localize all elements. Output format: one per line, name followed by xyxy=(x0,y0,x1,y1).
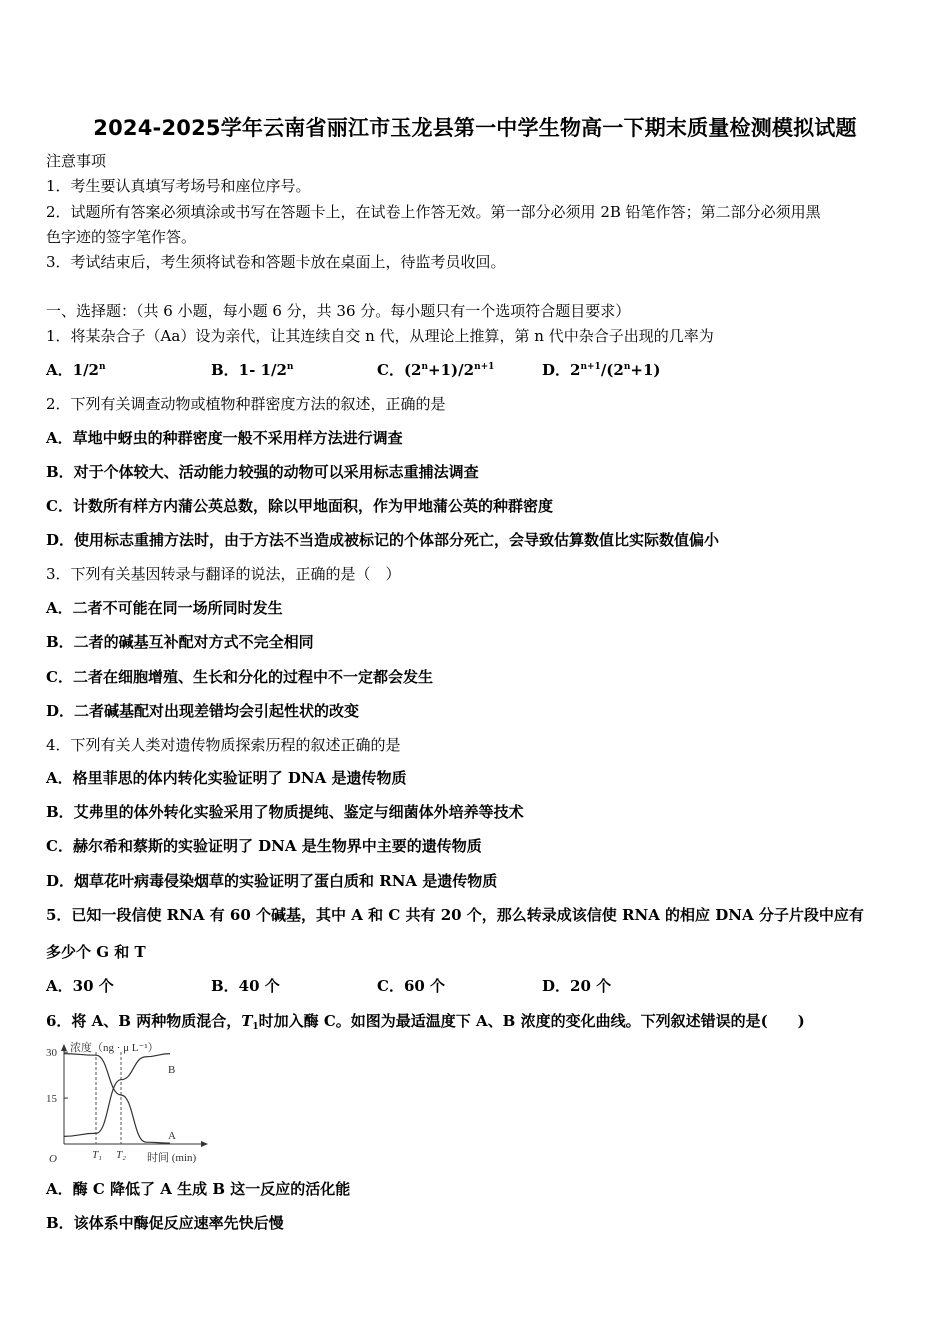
q2-option-d: D．使用标志重捕方法时，由于方法不当造成被标记的个体部分死亡，会导致估算数值比实际数值偏小 xyxy=(46,531,720,549)
q2-option-b: B．对于个体较大、活动能力较强的动物可以采用标志重捕法调查 xyxy=(46,463,479,481)
question-5-stem-cont: 多少个 G 和 T xyxy=(46,943,146,961)
series-a-label: A xyxy=(168,1130,176,1142)
question-2-stem: 2．下列有关调查动物或植物种群密度方法的叙述，正确的是 xyxy=(46,395,446,413)
y-tick-label-30: 30 xyxy=(46,1047,57,1060)
q5-option-d: D．20 个 xyxy=(542,977,612,995)
q6-option-b: B．该体系中酶促反应速率先快后慢 xyxy=(46,1214,284,1232)
y-axis-arrow xyxy=(61,1044,67,1051)
q6-option-a: A．酶 C 降低了 A 生成 B 这一反应的活化能 xyxy=(46,1180,351,1198)
q3-option-d: D．二者碱基配对出现差错均会引起性状的改变 xyxy=(46,702,360,720)
q1-option-a: A．1/2$^n$ xyxy=(46,361,106,379)
question-3-stem: 3．下列有关基因转录与翻译的说法，正确的是（ ） xyxy=(46,565,401,583)
question-1-stem: 1．将某杂合子（Aa）设为亲代，让其连续自交 n 代，从理论上推算，第 n 代中杂合子出现的几率为 xyxy=(46,327,714,345)
series-b-line xyxy=(64,1054,170,1137)
question-5-stem: 5．已知一段信使 RNA 有 60 个碱基，其中 A 和 C 共有 20 个，那么转录成该信使 RNA 的相应 DNA 分子片段中应有 xyxy=(46,906,864,924)
q3-option-b: B．二者的碱基互补配对方式不完全相同 xyxy=(46,633,314,651)
notice-heading: 注意事项 xyxy=(46,152,107,170)
notice-item-3: 3．考试结束后，考生须将试卷和答题卡放在桌面上，待监考员收回。 xyxy=(46,253,506,271)
q4-option-b: B．艾弗里的体外转化实验采用了物质提纯、鉴定与细菌体外培养等技术 xyxy=(46,803,524,821)
origin-label: O xyxy=(49,1153,57,1165)
q2-option-c: C．计数所有样方内蒲公英总数，除以甲地面积，作为甲地蒲公英的种群密度 xyxy=(46,497,553,515)
q1-option-c: C．$(2^n+1)/2^{n+1}$ xyxy=(377,361,495,379)
question-6-stem: 6．将 A、B 两种物质混合，$T_1$时加入酶 C。如图为最适温度下 A、B 浓度的变化曲线。下列叙述错误的是( ) xyxy=(46,1012,805,1032)
y-tick-label-15: 15 xyxy=(46,1093,57,1106)
x-axis-arrow xyxy=(201,1141,208,1147)
x-tick-label-t1: T₁ xyxy=(92,1149,102,1161)
question-4-stem: 4．下列有关人类对遗传物质探索历程的叙述正确的是 xyxy=(46,736,401,754)
q4-option-a: A．格里菲思的体内转化实验证明了 DNA 是遗传物质 xyxy=(46,769,407,787)
q5-option-b: B．40 个 xyxy=(211,977,280,995)
x-tick-label-t2: T₂ xyxy=(116,1149,126,1161)
q5-option-a: A．30 个 xyxy=(46,977,114,995)
page-title: 2024-2025学年云南省丽江市玉龙县第一中学生物高一下期末质量检测模拟试题 xyxy=(93,116,857,140)
q1-option-d: D．$2^{n+1}/(2^n+1)$ xyxy=(542,361,661,379)
section-heading: 一、选择题：（共 6 小题，每小题 6 分，共 36 分。每小题只有一个选项符合题目要求） xyxy=(46,302,631,320)
notice-item-2: 2．试题所有答案必须填涂或书写在答题卡上，在试卷上作答无效。第一部分必须用 2B 铅笔作答；第二部分必须用黑 xyxy=(46,203,821,221)
q3-option-c: C．二者在细胞增殖、生长和分化的过程中不一定都会发生 xyxy=(46,668,433,686)
series-b-label: B xyxy=(168,1064,176,1076)
concentration-chart xyxy=(40,1038,215,1168)
q3-option-a: A．二者不可能在同一场所同时发生 xyxy=(46,599,283,617)
series-a-line xyxy=(64,1054,170,1143)
q4-option-d: D．烟草花叶病毒侵染烟草的实验证明了蛋白质和 RNA 是遗传物质 xyxy=(46,872,498,890)
notice-item-2-cont: 色字迹的签字笔作答。 xyxy=(46,228,197,246)
y-axis-label: 浓度（ng · μ L⁻¹） xyxy=(70,1042,159,1054)
notice-item-1: 1．考生要认真填写考场号和座位序号。 xyxy=(46,177,311,195)
q5-option-c: C．60 个 xyxy=(377,977,446,995)
x-axis-label: 时间 (min) xyxy=(147,1152,197,1164)
q1-option-b: B．1- 1/2$^n$ xyxy=(211,361,294,379)
q4-option-c: C．赫尔希和蔡斯的实验证明了 DNA 是生物界中主要的遗传物质 xyxy=(46,837,482,855)
q2-option-a: A．草地中蚜虫的种群密度一般不采用样方法进行调查 xyxy=(46,429,403,447)
